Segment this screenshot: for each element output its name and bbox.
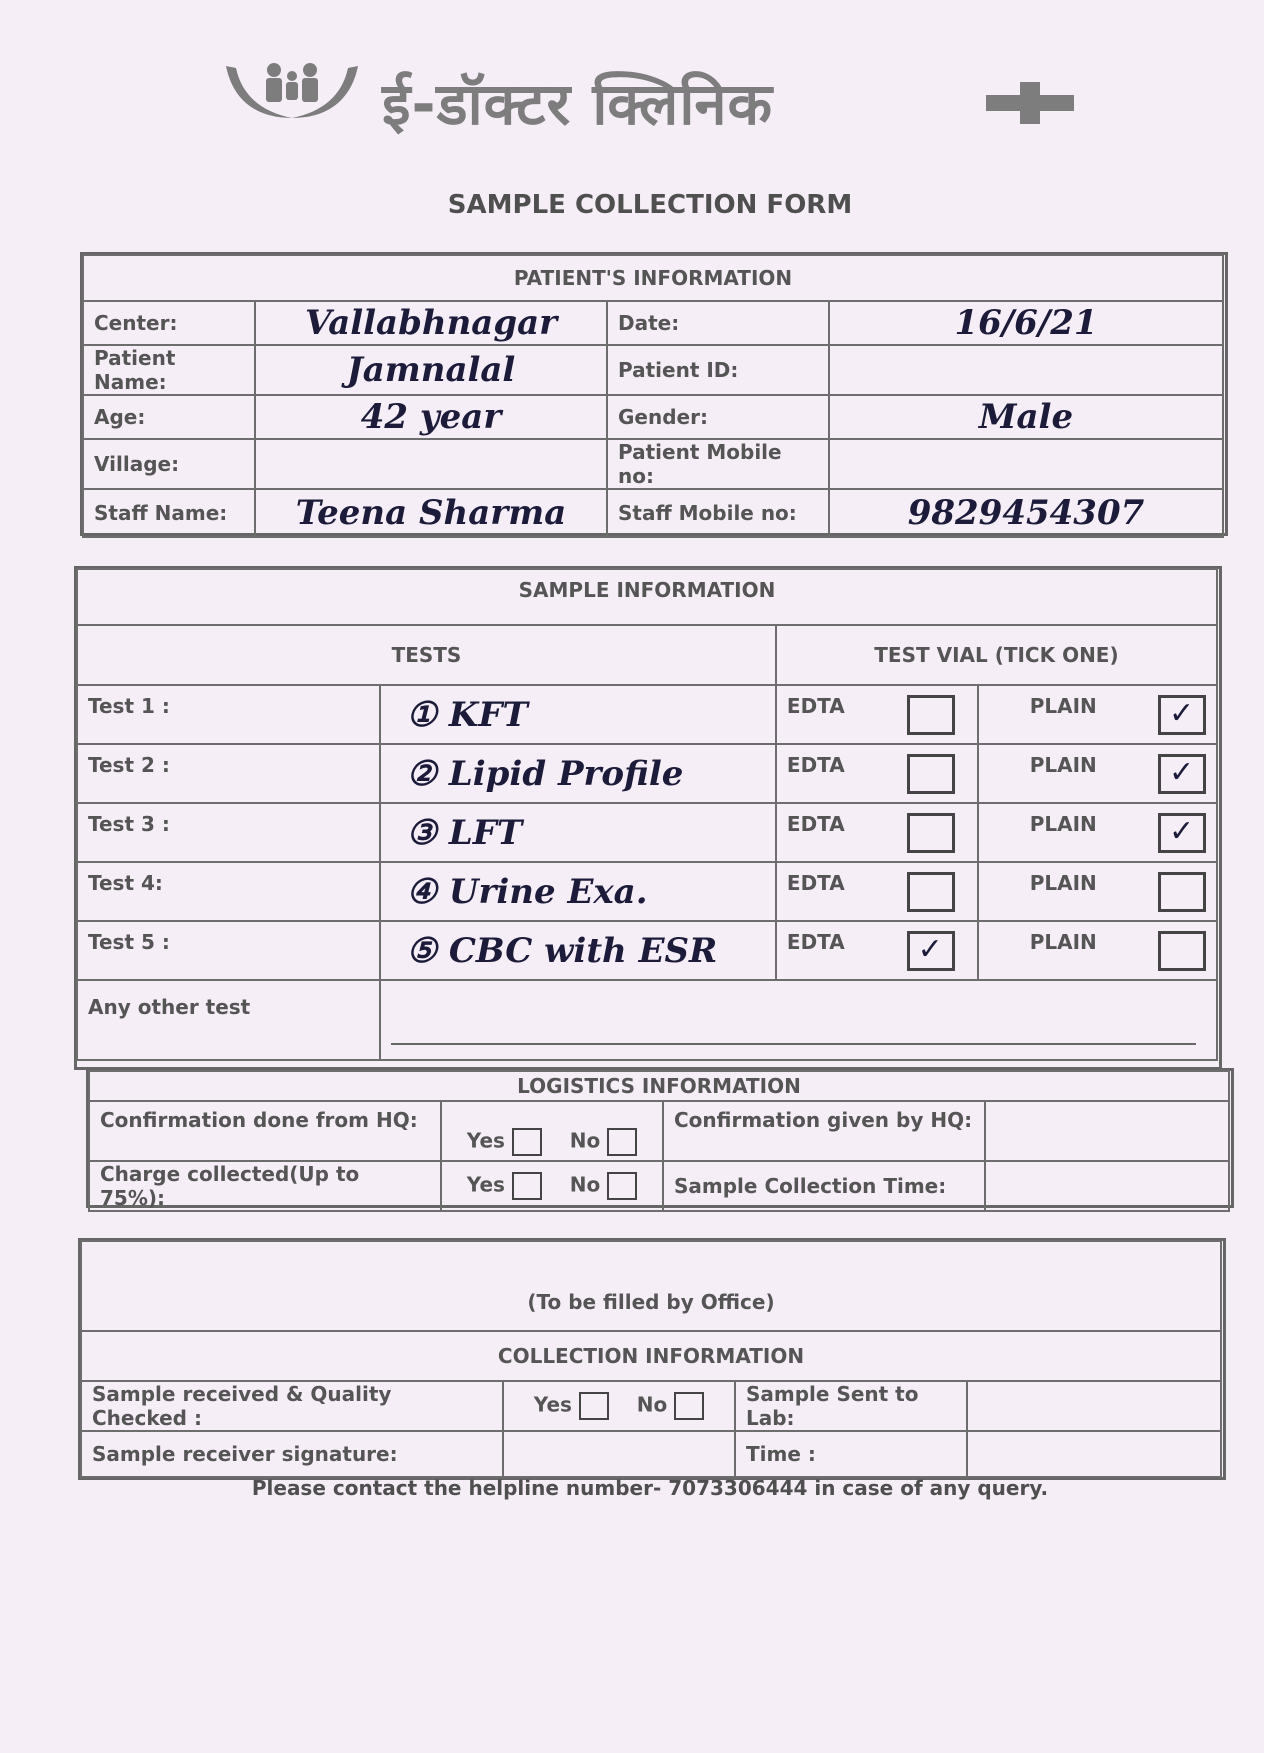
sample-info-table: [76, 568, 1218, 1061]
confirm-yes-checkbox[interactable]: [512, 1128, 542, 1156]
logistics-section-title: LOGISTICS INFORMATION: [89, 1071, 1229, 1101]
confirm-no-checkbox[interactable]: [607, 1128, 637, 1156]
center-label: Center:: [83, 301, 255, 345]
family-hands-logo: [222, 56, 362, 126]
test-value[interactable]: ② Lipid Profile: [406, 753, 684, 794]
test-label: Test 1 :: [77, 685, 380, 744]
charge-label: Charge collected(Up to 75%):: [89, 1161, 441, 1211]
receiver-signature-value[interactable]: [503, 1431, 735, 1477]
test-value[interactable]: ① KFT: [406, 694, 528, 735]
gender-label: Gender:: [607, 395, 829, 439]
test-value[interactable]: ⑤ CBC with ESR: [406, 930, 718, 971]
logistics-table: [88, 1070, 1230, 1212]
plain-label: PLAIN: [978, 921, 1148, 980]
check-mark-icon: ✓: [1169, 695, 1195, 731]
other-test-line[interactable]: [391, 1041, 1197, 1045]
plain-checkbox[interactable]: [1158, 813, 1206, 853]
check-mark-icon: ✓: [917, 931, 943, 967]
helpline-footer: Please contact the helpline number- 7073306444 in case of any query.: [251, 1476, 1049, 1500]
plain-checkbox[interactable]: [1158, 931, 1206, 971]
patient-info-table: [82, 254, 1224, 538]
edta-label: EDTA: [776, 803, 897, 862]
edta-label: EDTA: [776, 685, 897, 744]
sent-lab-label: Sample Sent to Lab:: [735, 1381, 967, 1431]
patient-name-label: Patient Name:: [83, 345, 255, 395]
edta-label: EDTA: [776, 744, 897, 803]
edta-checkbox[interactable]: [907, 872, 955, 912]
test-label: Test 2 :: [77, 744, 380, 803]
received-yes-checkbox[interactable]: [579, 1392, 609, 1420]
plain-label: PLAIN: [978, 803, 1148, 862]
check-mark-icon: ✓: [1169, 754, 1195, 790]
no-label: No: [636, 1392, 668, 1417]
form-title: SAMPLE COLLECTION FORM: [447, 190, 853, 220]
clinic-brand: ई-डॉक्टर क्लिनिक: [382, 70, 774, 138]
sample-section-title: SAMPLE INFORMATION: [77, 569, 1217, 625]
test-label: Test 4:: [77, 862, 380, 921]
gender-value[interactable]: Male: [978, 397, 1074, 437]
age-label: Age:: [83, 395, 255, 439]
center-value[interactable]: Vallabhnagar: [304, 303, 558, 343]
staff-mobile-value[interactable]: 9829454307: [907, 493, 1145, 533]
charge-no-checkbox[interactable]: [607, 1172, 637, 1200]
sent-lab-value[interactable]: [967, 1381, 1221, 1431]
edta-checkbox[interactable]: [907, 695, 955, 735]
collection-time-label: Sample Collection Time:: [663, 1161, 985, 1211]
date-value[interactable]: 16/6/21: [954, 303, 1098, 343]
no-label: No: [569, 1172, 601, 1197]
yes-label: Yes: [533, 1392, 572, 1417]
plain-checkbox[interactable]: [1158, 872, 1206, 912]
office-note: (To be filled by Office): [81, 1241, 1221, 1331]
edta-checkbox[interactable]: [907, 931, 955, 971]
village-label: Village:: [83, 439, 255, 489]
patient-id-label: Patient ID:: [607, 345, 829, 395]
confirm-given-label: Confirmation given by HQ:: [663, 1101, 985, 1161]
patient-mobile-label: Patient Mobile no:: [607, 439, 829, 489]
plain-checkbox[interactable]: [1158, 754, 1206, 794]
test-label: Test 3 :: [77, 803, 380, 862]
yes-label: Yes: [466, 1128, 505, 1153]
check-mark-icon: ✓: [1169, 813, 1195, 849]
vial-header: TEST VIAL (TICK ONE): [776, 625, 1217, 685]
received-label: Sample received & Quality Checked :: [81, 1381, 503, 1431]
no-label: No: [569, 1128, 601, 1153]
test-value[interactable]: ③ LFT: [406, 812, 523, 853]
plain-checkbox[interactable]: [1158, 695, 1206, 735]
staff-mobile-label: Staff Mobile no:: [607, 489, 829, 537]
staff-name-value[interactable]: Teena Sharma: [295, 493, 567, 533]
medical-cross-icon: [986, 82, 1074, 122]
time-label: Time :: [735, 1431, 967, 1477]
time-value[interactable]: [967, 1431, 1221, 1477]
office-table: [80, 1240, 1222, 1478]
edta-checkbox[interactable]: [907, 754, 955, 794]
plain-label: PLAIN: [978, 685, 1148, 744]
staff-name-label: Staff Name:: [83, 489, 255, 537]
patient-section-title: PATIENT'S INFORMATION: [83, 255, 1223, 301]
date-label: Date:: [607, 301, 829, 345]
edta-label: EDTA: [776, 921, 897, 980]
collection-time-value[interactable]: [985, 1161, 1229, 1211]
confirm-given-value[interactable]: [985, 1101, 1229, 1161]
confirm-hq-label: Confirmation done from HQ:: [89, 1101, 441, 1161]
plain-label: PLAIN: [978, 862, 1148, 921]
collection-section-title: COLLECTION INFORMATION: [81, 1331, 1221, 1381]
tests-header: TESTS: [77, 625, 776, 685]
charge-yes-checkbox[interactable]: [512, 1172, 542, 1200]
edta-checkbox[interactable]: [907, 813, 955, 853]
test-label: Test 5 :: [77, 921, 380, 980]
plain-label: PLAIN: [978, 744, 1148, 803]
patient-name-value[interactable]: Jamnalal: [346, 350, 516, 390]
test-value[interactable]: ④ Urine Exa.: [406, 871, 648, 912]
yes-label: Yes: [466, 1172, 505, 1197]
received-no-checkbox[interactable]: [674, 1392, 704, 1420]
edta-label: EDTA: [776, 862, 897, 921]
receiver-signature-label: Sample receiver signature:: [81, 1431, 503, 1477]
age-value[interactable]: 42 year: [360, 397, 502, 437]
other-test-label: Any other test: [77, 980, 380, 1060]
